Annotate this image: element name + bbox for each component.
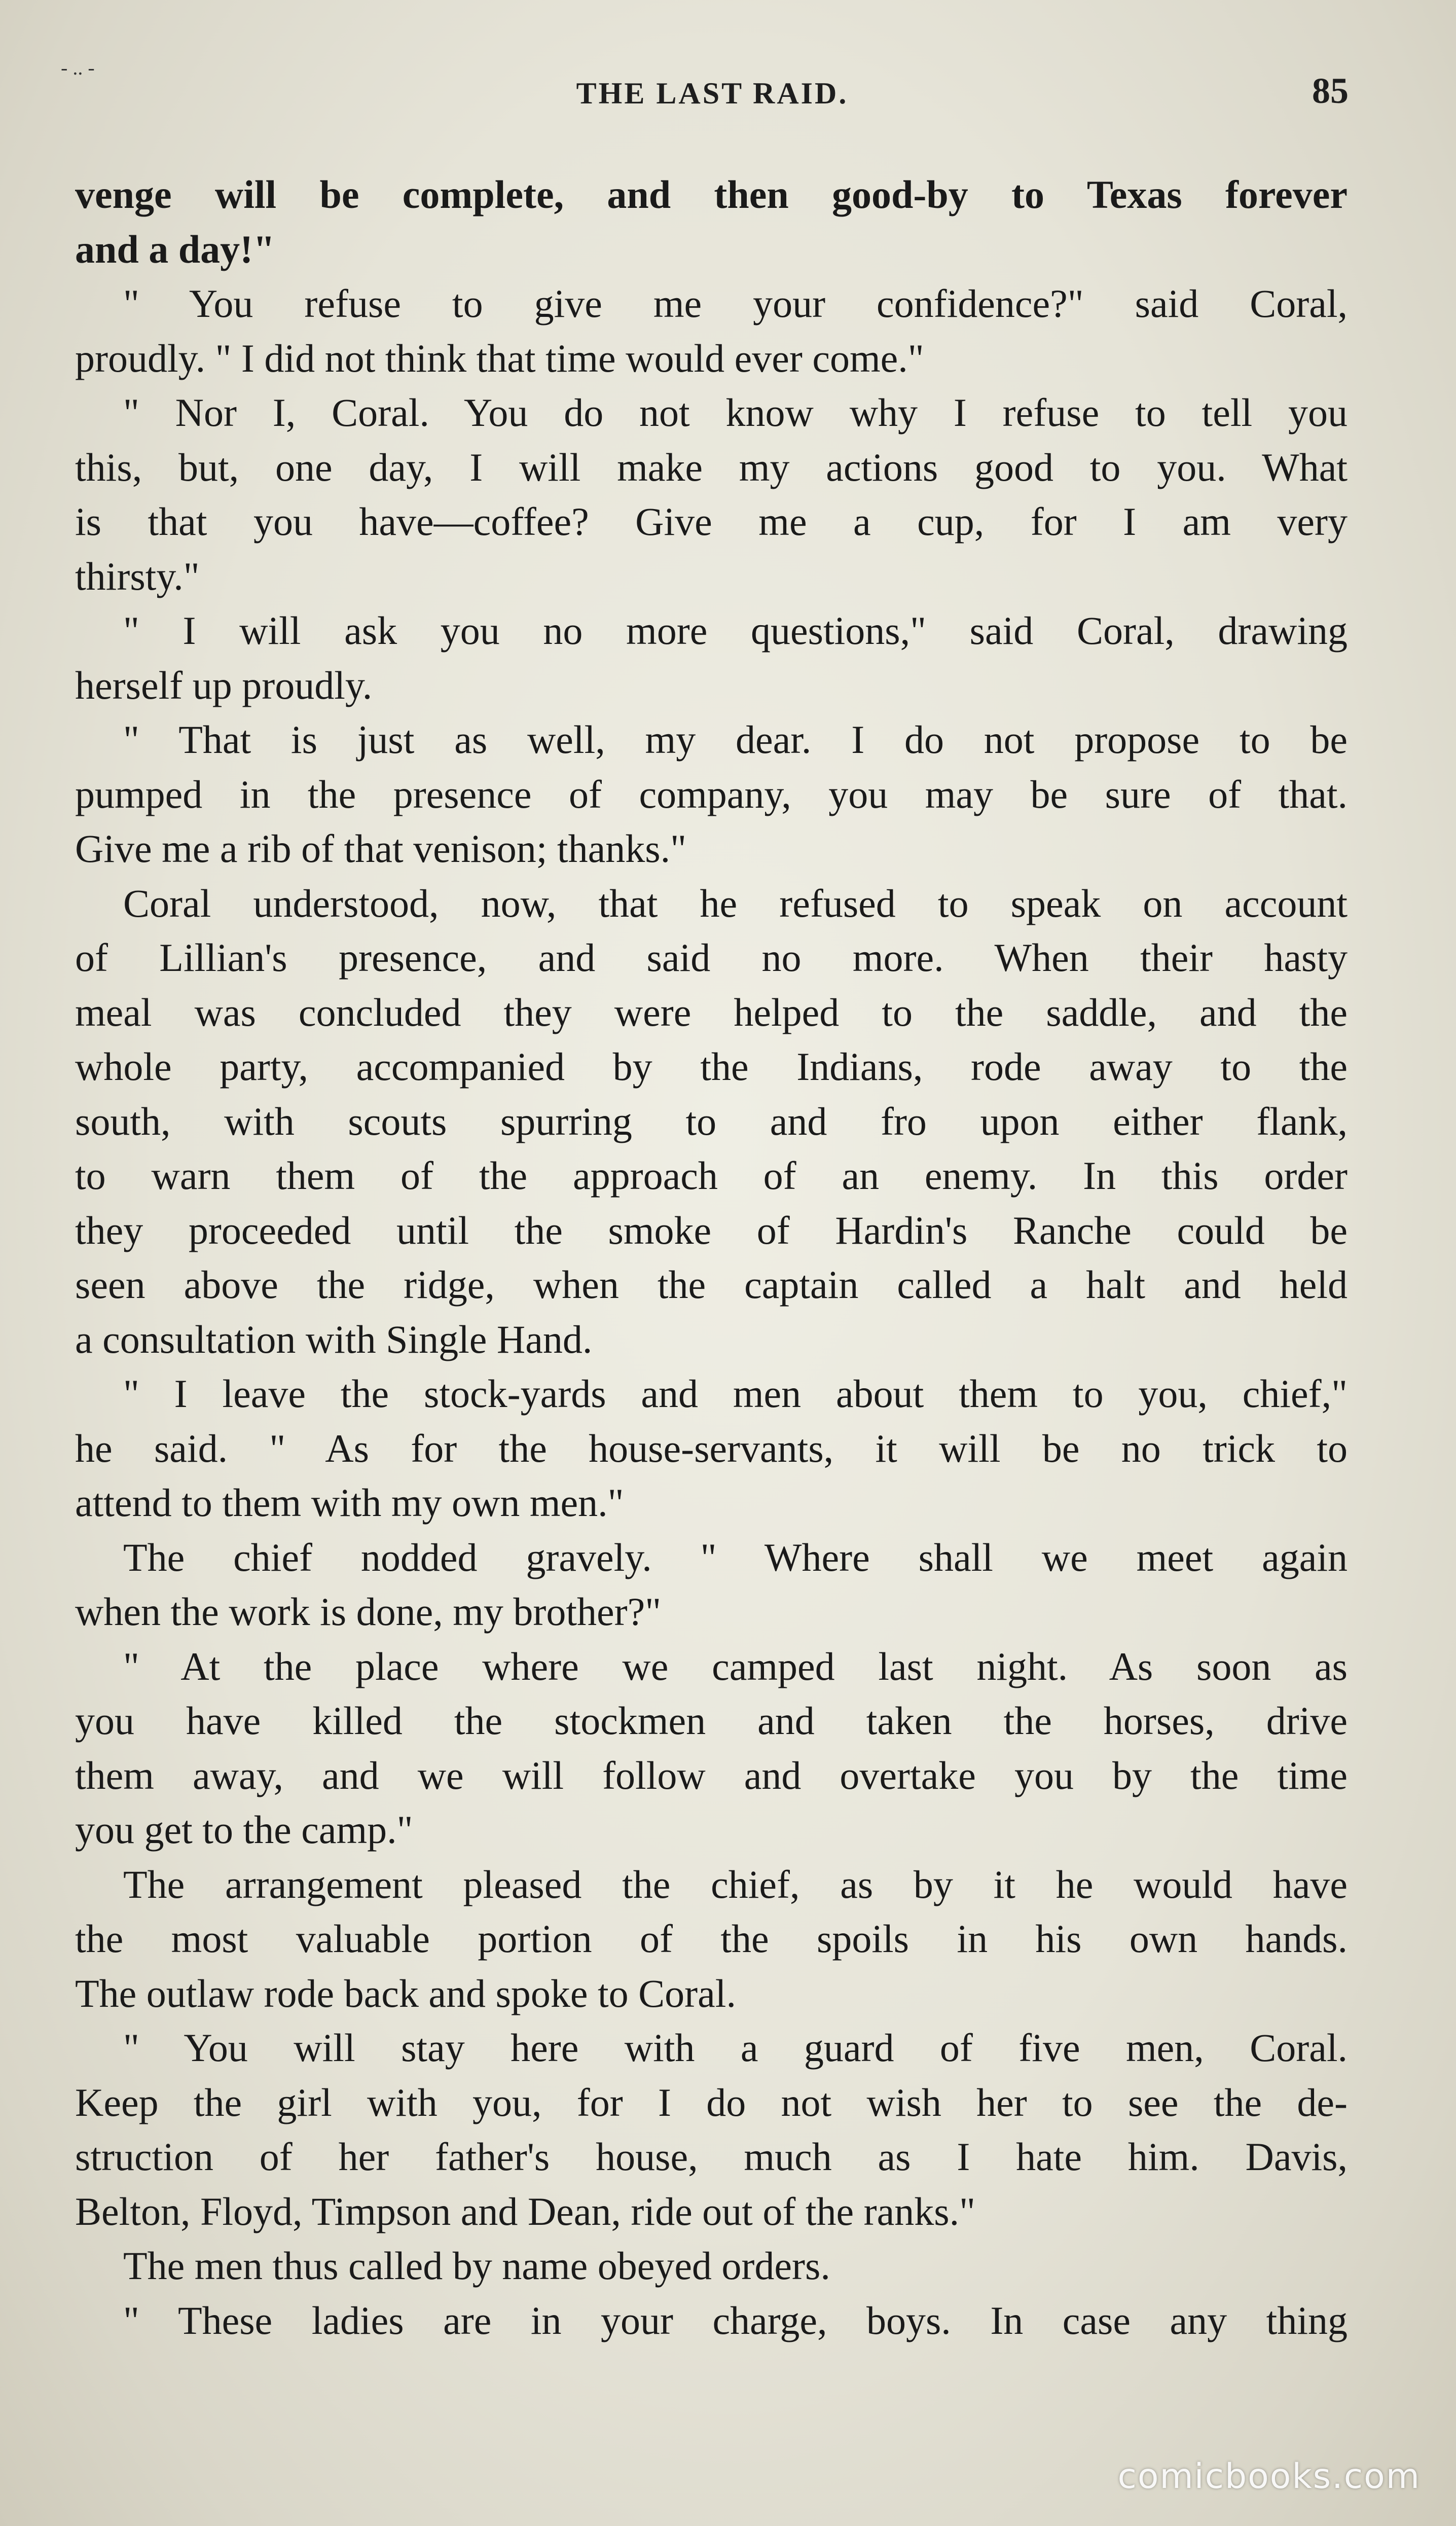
text-line: thirsty." [75, 554, 200, 598]
text-line: and a day!" [75, 227, 275, 271]
text-line: pumped in the presence of company, you may be sure of that. [75, 772, 1348, 816]
text-line: " That is just as well, my dear. I do not propose to be [123, 717, 1348, 762]
page-number: 85 [1312, 70, 1349, 111]
text-line: The arrangement pleased the chief, as by it he would have [123, 1862, 1348, 1906]
text-line: whole party, accompanied by the Indians, rode away to the [75, 1044, 1348, 1089]
text-line: " You refuse to give me your confidence?" said Coral, [123, 281, 1348, 326]
text-line: them away, and we will follow and overtake you by the time [75, 1753, 1348, 1797]
site-watermark: comicbooks.com [1117, 2457, 1421, 2497]
text-line: herself up proudly. [75, 663, 373, 707]
text-line: to warn them of the approach of an enemy. In this order [75, 1153, 1348, 1198]
text-line: south, with scouts spurring to and fro upon either flank, [75, 1099, 1348, 1143]
text-line: they proceeded until the smoke of Hardin's Ranche could be [75, 1208, 1348, 1252]
text-line: is that you have—coffee? Give me a cup, for I am very [75, 499, 1348, 544]
text-line: " You will stay here with a guard of five men, Coral. [123, 2026, 1348, 2070]
text-line: Belton, Floyd, Timpson and Dean, ride out of the ranks." [75, 2189, 975, 2233]
text-line: you get to the camp." [75, 1808, 413, 1852]
text-line: Coral understood, now, that he refused to speak on account [123, 881, 1348, 925]
text-line: you have killed the stockmen and taken the horses, drive [75, 1699, 1348, 1743]
text-line: " I leave the stock-yards and men about them to you, chief," [123, 1372, 1348, 1416]
text-line: venge will be complete, and then good-by to Texas forever [75, 172, 1348, 216]
text-line: The men thus called by name obeyed orders. [123, 2244, 830, 2288]
text-line: " At the place where we camped last night. As soon as [123, 1644, 1348, 1688]
text-line: The chief nodded gravely. " Where shall we meet again [123, 1535, 1348, 1579]
text-line: a consultation with Single Hand. [75, 1317, 593, 1361]
text-line: proudly. " I did not think that time would ever come." [75, 336, 924, 380]
body-text [75, 167, 1348, 2348]
text-line: struction of her father's house, much as I hate him. Davis, [75, 2135, 1348, 2179]
text-line: he said. " As for the house-servants, it will be no trick to [75, 1426, 1348, 1470]
running-head: THE LAST RAID. [576, 77, 849, 110]
text-line: attend to them with my own men." [75, 1481, 624, 1525]
text-line: Give me a rib of that venison; thanks." [75, 826, 686, 871]
text-line: seen above the ridge, when the captain called a halt and held [75, 1262, 1348, 1307]
page-header [76, 61, 1349, 122]
text-line: " Nor I, Coral. You do not know why I refuse to tell you [123, 390, 1348, 435]
text-line: " These ladies are in your charge, boys. In case any thing [123, 2298, 1348, 2342]
text-line: when the work is done, my brother?" [75, 1590, 662, 1634]
text-line: this, but, one day, I will make my actions good to you. What [75, 445, 1348, 489]
text-line: the most valuable portion of the spoils in his own hands. [75, 1917, 1348, 1961]
corner-mark: - .. - [61, 56, 95, 79]
text-line: " I will ask you no more questions," said Coral, drawing [123, 608, 1348, 653]
text-line: meal was concluded they were helped to the saddle, and the [75, 990, 1348, 1034]
text-line: of Lillian's presence, and said no more. When their hasty [75, 935, 1348, 980]
text-line: The outlaw rode back and spoke to Coral. [75, 1971, 736, 2015]
text-line: Keep the girl with you, for I do not wish her to see the de- [75, 2080, 1348, 2124]
